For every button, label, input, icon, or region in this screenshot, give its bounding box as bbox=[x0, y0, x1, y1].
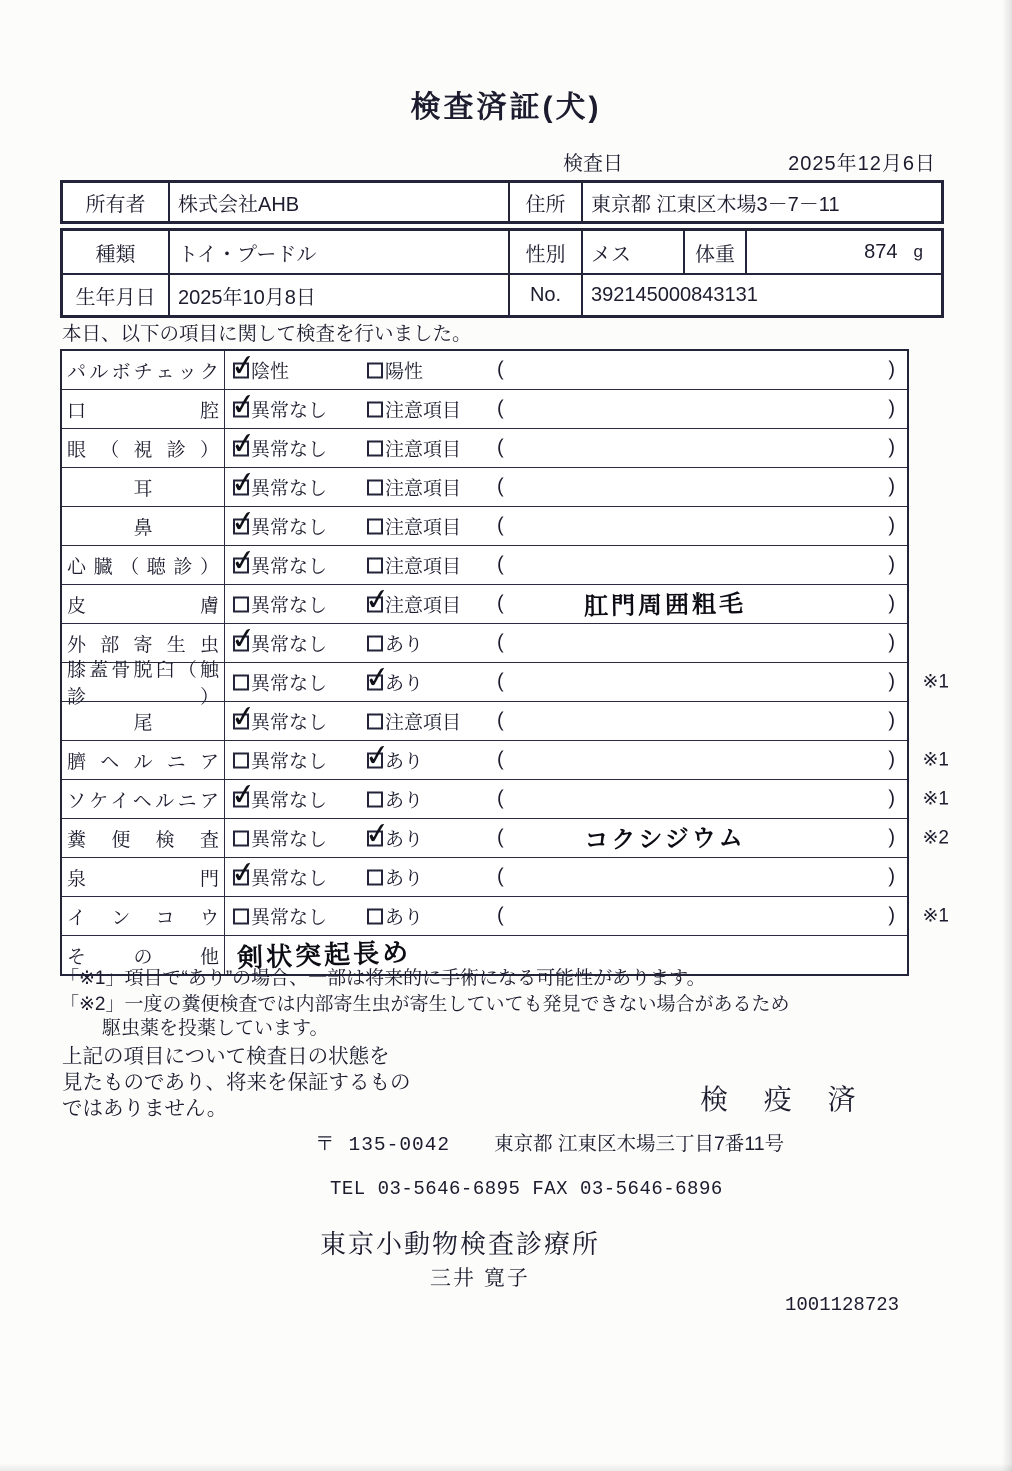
clinic-tel-fax: TEL 03-5646-6895 FAX 03-5646-6896 bbox=[330, 1178, 723, 1200]
checklist-row-tail bbox=[62, 701, 907, 740]
checkbox-present[interactable] bbox=[367, 830, 383, 846]
option-label: 異常なし bbox=[251, 907, 328, 929]
handwritten-note bbox=[495, 757, 835, 763]
paren-open: ( bbox=[497, 709, 504, 732]
item-label: ソケイヘルニア bbox=[67, 790, 219, 812]
option-label: 異常なし bbox=[251, 829, 328, 851]
option-label: 異常なし bbox=[251, 478, 328, 500]
paren-close: ) bbox=[888, 475, 895, 498]
option-label: 異常なし bbox=[251, 439, 328, 461]
option-label: 注意項目 bbox=[385, 595, 462, 617]
item-label: 心臓（聴診） bbox=[67, 556, 219, 578]
item-label: 口腔 bbox=[67, 400, 219, 422]
weight-label: 体重 bbox=[683, 231, 745, 273]
option-label: 注意項目 bbox=[385, 712, 462, 734]
address-label: 住所 bbox=[508, 183, 581, 221]
checkbox-normal[interactable] bbox=[233, 479, 249, 495]
checkbox-normal[interactable] bbox=[233, 869, 249, 885]
option-label: 注意項目 bbox=[385, 556, 462, 578]
address-value: 東京都 江東区木場3－7－11 bbox=[581, 183, 941, 221]
checklist-table bbox=[60, 349, 949, 976]
checkbox-caution[interactable] bbox=[367, 713, 383, 729]
paren-close: ) bbox=[888, 553, 895, 576]
scan-edge-bottom bbox=[0, 1463, 1012, 1471]
item-label-cell bbox=[62, 351, 225, 389]
checkbox-negative[interactable] bbox=[233, 362, 249, 378]
checkbox-normal[interactable] bbox=[233, 830, 249, 846]
option-label: 陽性 bbox=[385, 361, 424, 383]
handwritten-note bbox=[495, 640, 835, 646]
sex-value: メス bbox=[581, 231, 683, 273]
paren-open: ( bbox=[497, 436, 504, 459]
checkbox-caution[interactable] bbox=[367, 479, 383, 495]
checkbox-normal[interactable] bbox=[233, 557, 249, 573]
paren-close: ) bbox=[888, 748, 895, 771]
paren-open: ( bbox=[497, 514, 504, 537]
footnote-2-line1: 「※2」一度の糞便検査では内部寄生虫が寄生していても発見できない場合があるため bbox=[60, 994, 790, 1015]
checklist-row-inkou bbox=[62, 896, 949, 935]
clinic-name: 東京小動物検査診療所 bbox=[320, 1229, 601, 1259]
paren-open: ( bbox=[497, 397, 504, 420]
paren-close: ) bbox=[888, 358, 895, 381]
paren-close: ) bbox=[888, 592, 895, 615]
item-label: 糞便検査 bbox=[67, 829, 219, 851]
option-label: 注意項目 bbox=[385, 517, 462, 539]
checkbox-present[interactable] bbox=[367, 635, 383, 651]
birth-value: 2025年10月8日 bbox=[168, 273, 508, 315]
option-label: 異常なし bbox=[251, 517, 328, 539]
item-label: 外部寄生虫 bbox=[67, 634, 219, 656]
option-label: あり bbox=[385, 751, 424, 773]
item-label: 耳 bbox=[133, 478, 153, 500]
option-label: 注意項目 bbox=[385, 400, 462, 422]
handwritten-note bbox=[495, 913, 835, 919]
inspection-date-label: 検査日 bbox=[563, 153, 623, 175]
paren-open: ( bbox=[497, 904, 504, 927]
option-label: 注意項目 bbox=[385, 478, 462, 500]
option-label: 異常なし bbox=[251, 790, 328, 812]
paren-open: ( bbox=[497, 865, 504, 888]
option-label: あり bbox=[385, 907, 424, 929]
handwritten-note bbox=[495, 562, 835, 568]
page-title: 検査済証(犬) bbox=[410, 91, 602, 124]
paren-close: ) bbox=[888, 904, 895, 927]
ref-mark: ※1 bbox=[922, 905, 949, 927]
option-label: 異常なし bbox=[251, 673, 328, 695]
checkbox-present[interactable] bbox=[367, 791, 383, 807]
item-label: 泉門 bbox=[67, 868, 219, 890]
footnote-2-line2: 駆虫薬を投薬しています。 bbox=[102, 1018, 329, 1039]
checkbox-normal[interactable] bbox=[233, 440, 249, 456]
no-label: No. bbox=[508, 273, 581, 315]
checkbox-present[interactable] bbox=[367, 674, 383, 690]
checklist-row-skin bbox=[62, 584, 907, 623]
scan-edge-right bbox=[1002, 0, 1012, 1471]
owner-table bbox=[60, 180, 944, 224]
weight-unit: g bbox=[913, 242, 923, 261]
pet-table bbox=[60, 228, 944, 318]
checkbox-normal[interactable] bbox=[233, 401, 249, 417]
paren-close: ) bbox=[888, 514, 895, 537]
checkbox-caution[interactable] bbox=[367, 596, 383, 612]
paren-open: ( bbox=[497, 826, 504, 849]
postal-code: 135-0042 bbox=[348, 1134, 451, 1156]
paren-open: ( bbox=[497, 475, 504, 498]
paren-open: ( bbox=[497, 358, 504, 381]
paren-open: ( bbox=[497, 592, 504, 615]
paren-open: ( bbox=[497, 748, 504, 771]
disclaimer bbox=[62, 1044, 411, 1122]
document-serial-number: 1001128723 bbox=[785, 1294, 900, 1316]
ref-mark: ※1 bbox=[922, 788, 949, 810]
quarantine-stamp: 検 疫 済 bbox=[700, 1084, 870, 1115]
handwritten-note: 剣状突起長め bbox=[236, 936, 412, 974]
disclaimer-line2: 見たものであり、将来を保証するもの bbox=[62, 1071, 411, 1094]
handwritten-note bbox=[495, 445, 835, 451]
checklist-row-mouth bbox=[62, 389, 907, 428]
handwritten-note bbox=[495, 796, 835, 802]
handwritten-note bbox=[495, 367, 835, 373]
ref-mark: ※2 bbox=[922, 827, 949, 849]
handwritten-note bbox=[495, 484, 835, 490]
weight-number: 874 bbox=[864, 240, 898, 263]
ref-mark: ※1 bbox=[922, 671, 949, 693]
ref-mark: ※1 bbox=[922, 749, 949, 771]
checklist-row-fecal-exam bbox=[62, 818, 949, 857]
checklist-row-parvo bbox=[62, 351, 907, 389]
item-label: その他 bbox=[67, 946, 219, 968]
item-label: パルボチェック bbox=[67, 361, 219, 383]
checkbox-normal[interactable] bbox=[233, 752, 249, 768]
checkbox-caution[interactable] bbox=[367, 401, 383, 417]
option-label: 陰性 bbox=[251, 361, 290, 383]
footnote-1: 「※1」項目で“あり”の場合、一部は将来的に手術になる可能性があります。 bbox=[60, 968, 706, 989]
handwritten-note bbox=[495, 679, 835, 685]
checkbox-caution[interactable] bbox=[367, 557, 383, 573]
item-label: 膝蓋骨脱臼（触診） bbox=[67, 660, 219, 708]
option-label: 異常なし bbox=[251, 868, 328, 890]
no-value: 392145000843131 bbox=[581, 273, 941, 315]
checkbox-present[interactable] bbox=[367, 752, 383, 768]
option-label: 注意項目 bbox=[385, 439, 462, 461]
checklist-row-heart bbox=[62, 545, 907, 584]
checklist-row-fontanelle bbox=[62, 857, 907, 896]
handwritten-note bbox=[495, 523, 835, 529]
paren-close: ) bbox=[888, 865, 895, 888]
item-label: インコウ bbox=[67, 907, 219, 929]
handwritten-note bbox=[495, 718, 835, 724]
option-label: 異常なし bbox=[251, 595, 328, 617]
owner-value: 株式会社AHB bbox=[168, 183, 508, 221]
paren-close: ) bbox=[888, 826, 895, 849]
paren-close: ) bbox=[888, 709, 895, 732]
item-label: 眼（視診） bbox=[67, 439, 219, 461]
handwritten-note bbox=[495, 874, 835, 880]
checkbox-normal[interactable] bbox=[233, 635, 249, 651]
option-label: 異常なし bbox=[251, 400, 328, 422]
checkbox-normal[interactable] bbox=[233, 596, 249, 612]
clinic-address: 東京都 江東区木場三丁目7番11号 bbox=[494, 1133, 785, 1155]
checkbox-present[interactable] bbox=[367, 908, 383, 924]
inspection-date-value: 2025年12月6日 bbox=[788, 153, 936, 175]
item-label: 皮膚 bbox=[67, 595, 219, 617]
postal-mark: 〒 bbox=[315, 1133, 335, 1155]
breed-value: トイ・プードル bbox=[168, 231, 508, 273]
checkbox-normal[interactable] bbox=[233, 713, 249, 729]
option-label: あり bbox=[385, 868, 424, 890]
checkbox-caution[interactable] bbox=[367, 518, 383, 534]
breed-label: 種類 bbox=[95, 243, 136, 266]
item-label: 臍ヘルニア bbox=[67, 751, 219, 773]
checklist-row-patella bbox=[62, 660, 949, 708]
checkbox-normal[interactable] bbox=[233, 674, 249, 690]
checkbox-positive[interactable] bbox=[367, 362, 383, 378]
checkbox-present[interactable] bbox=[367, 869, 383, 885]
handwritten-note: 肛門周囲粗毛 bbox=[583, 590, 747, 621]
checklist-row-nose bbox=[62, 506, 907, 545]
paren-close: ) bbox=[888, 397, 895, 420]
veterinarian-name: 三井 寛子 bbox=[430, 1267, 530, 1290]
paren-open: ( bbox=[497, 670, 504, 693]
weight-value bbox=[745, 231, 941, 273]
checkbox-normal[interactable] bbox=[233, 908, 249, 924]
sex-label: 性別 bbox=[508, 231, 581, 273]
checklist-row-ears bbox=[62, 467, 907, 506]
option-label: 異常なし bbox=[251, 712, 328, 734]
paren-close: ) bbox=[888, 436, 895, 459]
paren-close: ) bbox=[888, 670, 895, 693]
option-label: あり bbox=[385, 790, 424, 812]
item-label: 尾 bbox=[133, 712, 153, 734]
checklist-row-inguinal-hernia bbox=[62, 779, 949, 818]
checkbox-caution[interactable] bbox=[367, 440, 383, 456]
disclaimer-line3: ではありません。 bbox=[62, 1097, 228, 1120]
option-label: 異常なし bbox=[251, 751, 328, 773]
disclaimer-line1: 上記の項目について検査日の状態を bbox=[62, 1045, 390, 1068]
handwritten-note: コクシジウム bbox=[584, 824, 746, 855]
handwritten-note bbox=[495, 406, 835, 412]
checkbox-normal[interactable] bbox=[233, 518, 249, 534]
option-label: あり bbox=[385, 634, 424, 656]
checklist-row-umbilical-hernia bbox=[62, 740, 949, 779]
paren-open: ( bbox=[497, 631, 504, 654]
owner-label: 所有者 bbox=[85, 193, 146, 216]
paren-close: ) bbox=[888, 787, 895, 810]
option-label: 異常なし bbox=[251, 634, 328, 656]
clinic-postal-line bbox=[315, 1128, 784, 1156]
row-body bbox=[225, 351, 907, 389]
checklist-row-eyes bbox=[62, 428, 907, 467]
item-label: 鼻 bbox=[133, 517, 153, 539]
paren-open: ( bbox=[497, 787, 504, 810]
option-label: あり bbox=[385, 829, 424, 851]
intro-text: 本日、以下の項目に関して検査を行いました。 bbox=[62, 323, 472, 345]
birth-label: 生年月日 bbox=[63, 273, 168, 315]
checkbox-normal[interactable] bbox=[233, 791, 249, 807]
paren-open: ( bbox=[497, 553, 504, 576]
option-label: 異常なし bbox=[251, 556, 328, 578]
option-label: あり bbox=[385, 673, 424, 695]
paren-close: ) bbox=[888, 631, 895, 654]
